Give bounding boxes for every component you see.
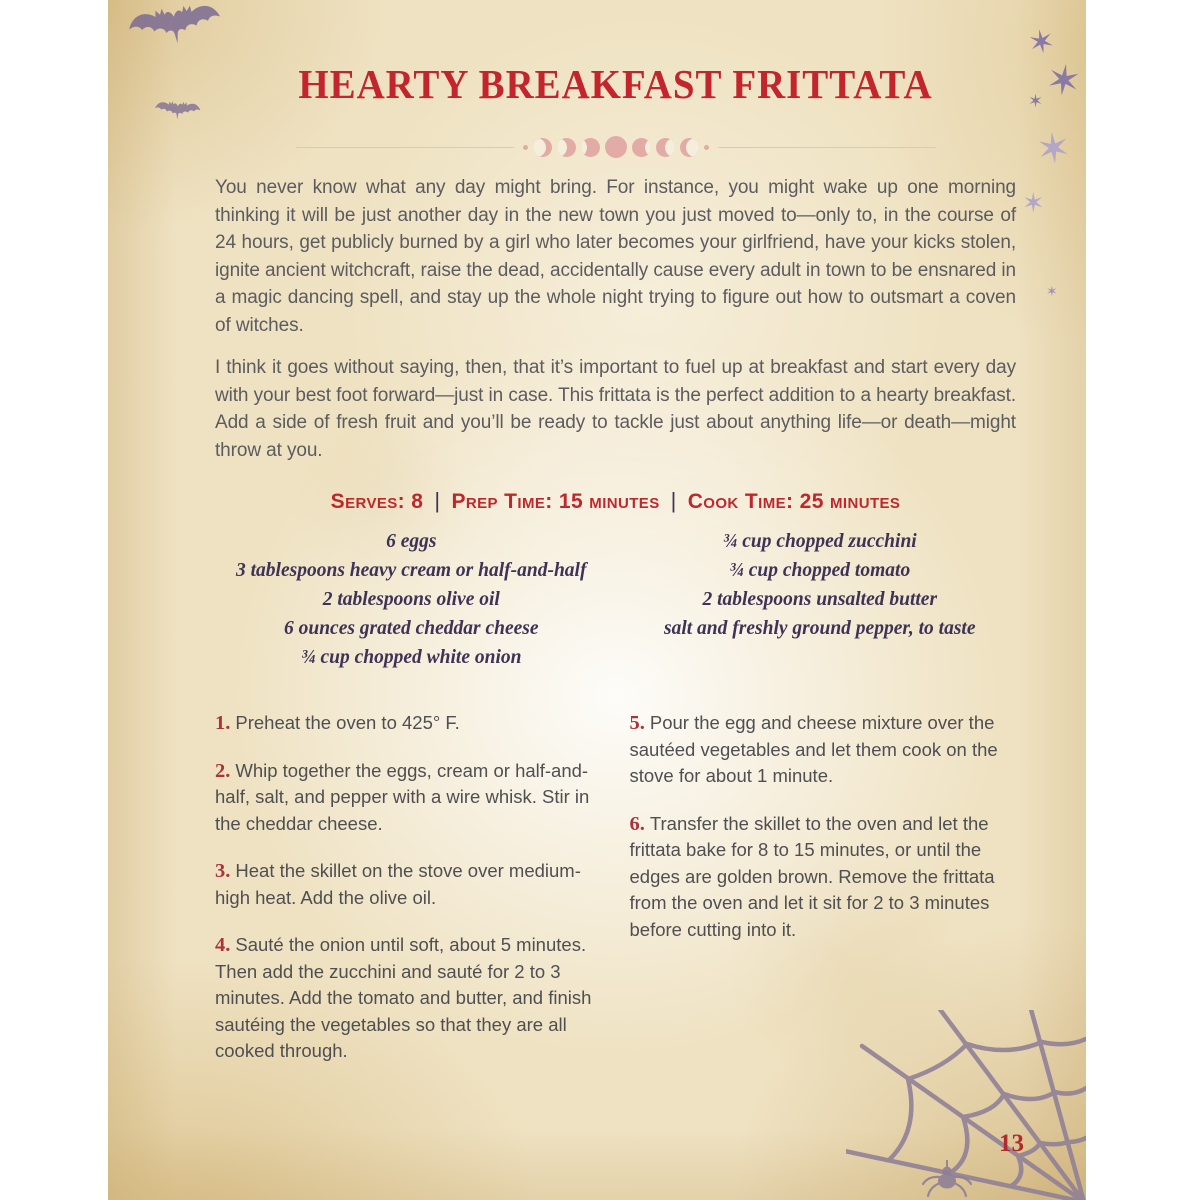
step-item — [215, 710, 602, 737]
full-moon-icon — [605, 136, 627, 158]
star-icon: ✶ — [1025, 21, 1058, 63]
step-number: 4. — [215, 934, 231, 957]
ingredient-item: salt and freshly ground pepper, to taste — [664, 618, 976, 640]
step-text: Transfer the skillet to the oven and let the frittata bake for 8 to 15 minutes, or until the edges are golden brown. Remove the frittata from the oven and let it sit for 2 to 3 minutes before cutting into it. — [629, 812, 995, 940]
ingredient-item: 2 tablespoons olive oil — [322, 589, 500, 611]
star-icon: ✶ — [1022, 188, 1045, 218]
ingredient-item: ¾ cup chopped white onion — [301, 647, 522, 669]
step-text: Preheat the oven to 425° F. — [235, 712, 460, 734]
ingredient-item: 2 tablespoons unsalted butter — [702, 589, 938, 611]
step-item — [630, 811, 1017, 944]
moon-phases-icon — [523, 136, 709, 158]
page-content — [108, 54, 1086, 1086]
recipe-page — [108, 0, 1086, 1200]
serves-text: Serves: 8 — [330, 490, 424, 514]
star-icon: ✶ — [1028, 91, 1044, 111]
cook-time-text: Cook Time: 25 minutes — [687, 490, 901, 514]
ingredient-item: 3 tablespoons heavy cream or half-and-half — [236, 560, 587, 582]
star-icon: ✶ — [1046, 283, 1058, 299]
moon-dot-icon — [704, 145, 709, 150]
crescent-moon-icon — [557, 138, 576, 157]
star-icon: ✶ — [1042, 54, 1085, 107]
crescent-moon-icon — [656, 138, 675, 157]
crescent-moon-icon — [680, 138, 699, 157]
ingredients-section — [215, 527, 1016, 672]
steps-list-left — [215, 710, 602, 1086]
divider-line — [718, 147, 936, 148]
step-text: Heat the skillet on the stove over medium-high heat. Add the olive oil. — [215, 860, 581, 908]
ingredients-list-right — [624, 527, 1017, 672]
moon-dot-icon — [523, 145, 528, 150]
step-number: 3. — [215, 860, 231, 883]
ingredient-item: 6 eggs — [386, 531, 437, 553]
ingredient-item: ¾ cup chopped tomato — [729, 560, 911, 582]
step-number: 1. — [215, 712, 231, 735]
moon-phases-divider — [296, 135, 936, 159]
spider-icon — [923, 1160, 971, 1196]
ingredient-item: ¾ cup chopped zucchini — [722, 531, 917, 553]
step-number: 2. — [215, 759, 231, 782]
page-number: 13 — [999, 1130, 1024, 1157]
step-item — [630, 710, 1017, 790]
crescent-moon-icon — [533, 138, 552, 157]
prep-time-text: Prep Time: 15 minutes — [451, 490, 660, 514]
step-number: 6. — [629, 812, 645, 835]
gibbous-moon-icon — [581, 138, 600, 157]
step-number: 5. — [629, 712, 645, 735]
step-item — [215, 932, 602, 1065]
bat-icon — [125, 0, 226, 59]
spiderweb-icon — [846, 1010, 1086, 1200]
divider-line — [296, 147, 514, 148]
gibbous-moon-icon — [632, 138, 651, 157]
meta-separator: | — [670, 488, 677, 514]
star-icon: ✶ — [1033, 123, 1074, 174]
page-title: HEARTY BREAKFAST FRITTATA — [298, 61, 933, 107]
meta-separator: | — [434, 488, 441, 514]
step-text: Pour the egg and cheese mixture over the sautéed vegetables and let them cook on the stove for about 1 minute. — [629, 712, 998, 787]
step-item — [215, 858, 602, 911]
recipe-meta-line — [215, 488, 1016, 514]
step-item — [215, 758, 602, 838]
step-text: Whip together the eggs, cream or half-and-half, salt, and pepper with a wire whisk. Stir in the cheddar cheese. — [215, 759, 590, 834]
intro-paragraph: You never know what any day might bring. For instance, you might wake up one morning thinking it will be just another day in the new town you just moved to—only to, in the course of 24 hours, get publicly burned by a girl who later becomes your girlfriend, have your kicks stolen, ignite ancient witchcraft, raise the dead, accidentally cause every adult in town to be ensnared in a magic dancing spell, and stay up the whole night trying to figure out how to outsmart a coven of witches. — [215, 177, 1016, 336]
step-text: Sauté the onion until soft, about 5 minutes. Then add the zucchini and sauté for 2 to 3 minutes. Add the tomato and butter, and finish sautéing the vegetables so that they are all cooked through. — [215, 934, 592, 1062]
intro-paragraph: I think it goes without saying, then, that it’s important to fuel up at breakfast and start every day with your best foot forward—just in case. This frittata is the perfect addition to a hearty breakfast. Add a side of fresh fruit and you’ll be ready to tackle just about anything life—or death—might throw at you. — [215, 357, 1016, 461]
intro-text — [215, 174, 1016, 464]
ingredients-list-left — [215, 527, 608, 672]
ingredient-item: 6 ounces grated cheddar cheese — [283, 618, 539, 640]
